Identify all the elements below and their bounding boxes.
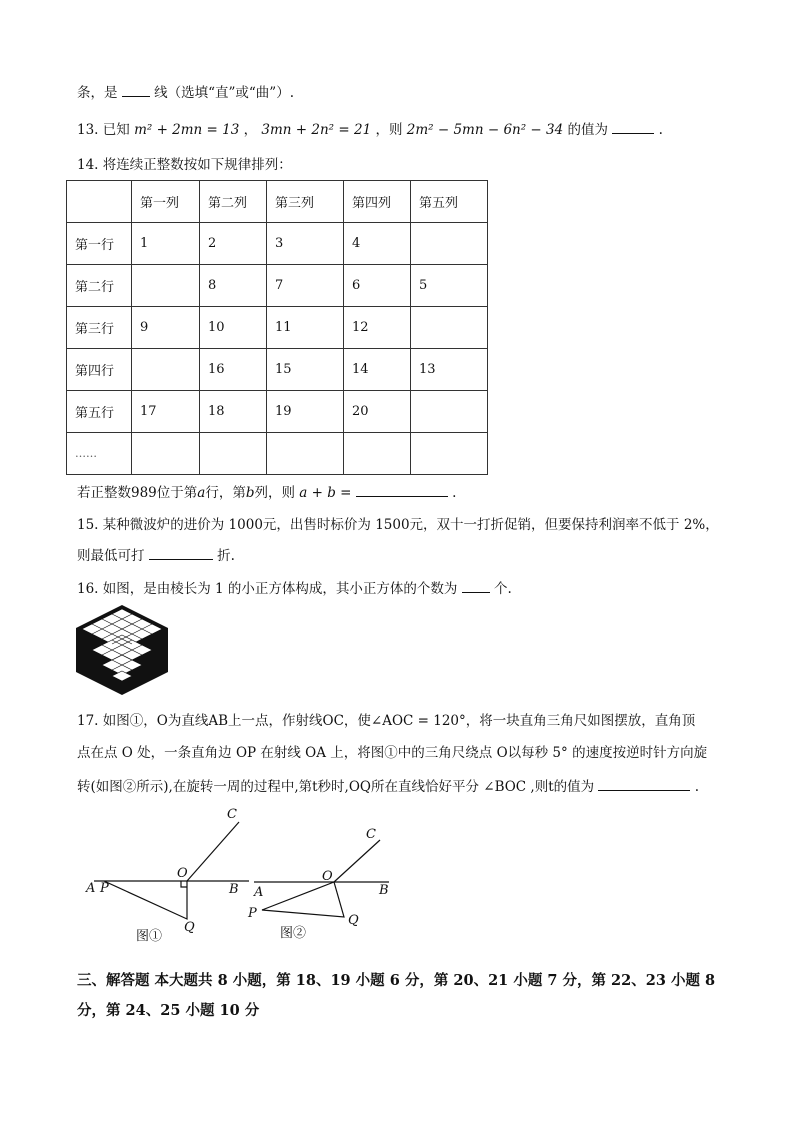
figure-2 [244,824,404,944]
row-label: …… [67,433,132,475]
q12-pre: 条，是 [77,85,118,101]
section-3-line1: 三、解答题 本大题共 8 小题，第 18、19 小题 6 分，第 20、21 小题 7 分，第 22、23 小题 8 [77,972,716,989]
table-row [67,307,488,349]
table-header-cell: 第一列 [132,181,200,223]
table-cell [411,223,488,265]
table-row [67,265,488,307]
label-q: Q [184,920,195,935]
q15-line2 [77,545,235,565]
label-q: Q [348,913,359,928]
label-a: A [254,885,264,900]
table-cell [267,433,344,475]
q13-end: . [658,122,663,138]
table-cell: 4 [344,223,411,265]
right-angle-mark [181,881,187,887]
q13-sep1: ， [243,122,258,138]
table-cell: 12 [344,307,411,349]
table-cell: 9 [132,307,200,349]
table-cell: 6 [344,265,411,307]
table-cell: 15 [267,349,344,391]
table-row [67,349,488,391]
q14-expr: a + b = [299,485,352,501]
q13-post: 的值为 [567,122,609,138]
table-cell: 5 [411,265,488,307]
q13-expr: 2m² − 5mn − 6n² − 34 [406,122,564,138]
row-label: 第五行 [67,391,132,433]
row-label: 第一行 [67,223,132,265]
table-cell [200,433,267,475]
figure-1 [84,806,264,946]
q17-line2: 点在点 O 处，一条直角边 OP 在射线 OA 上，将图①中的三角尺绕点 O以每秒 5° 的速度按逆时针方向旋 [77,745,708,761]
q12-answer-blank[interactable] [122,82,150,97]
sequence-table [66,180,488,475]
label-c: C [366,827,376,842]
q13-eq2: 3mn + 2n² = 21 [261,122,372,138]
table-cell: 2 [200,223,267,265]
q14-q-mid: 行，第 [205,485,246,501]
label-p: P [100,881,109,896]
q16 [77,578,512,598]
q15-line1: 15. 某种微波炉的进价为 1000元，出售时标价为 1500元，双十一打折促销，但要保持利润率不低于 2%， [77,517,719,533]
table-cell [132,433,200,475]
row-label: 第二行 [67,265,132,307]
table-cell: 16 [200,349,267,391]
fig1-caption: 图① [136,929,163,944]
row-label: 第四行 [67,349,132,391]
label-o: O [177,866,188,881]
q12-post: 线（选填“直”或“曲”）. [154,85,294,101]
table-cell [411,391,488,433]
q17-line3-end: . [694,779,700,795]
q14-end: . [452,485,457,501]
q14-intro: 14. 将连续正整数按如下规律排列： [77,157,292,173]
section-3-heading [77,966,727,1026]
table-cell: 10 [200,307,267,349]
q15-line2-post: 折. [217,548,235,564]
ray-oc [187,822,239,881]
table-cell [411,433,488,475]
q13-eq1: m² + 2mn = 13 [134,122,240,138]
table-row [67,391,488,433]
q15-line2-pre: 则最低可打 [77,548,145,564]
label-p: P [248,906,257,921]
q17-answer-blank[interactable] [598,776,690,791]
q14-q-pre: 若正整数989位于第 [77,485,198,501]
table-cell [132,265,200,307]
q15-answer-blank[interactable] [149,545,213,560]
table-cell [344,433,411,475]
table-cell: 20 [344,391,411,433]
label-b: B [379,883,389,898]
q14-q-mid2: 列，则 [254,485,295,501]
q16-answer-blank[interactable] [462,578,490,593]
label-o: O [322,869,333,884]
q17-line3 [77,776,699,796]
table-header-row [67,181,488,223]
ray-oc [334,840,380,882]
row-label: 第三行 [67,307,132,349]
var-b: b [245,485,255,501]
table-cell: 11 [267,307,344,349]
var-a: a [197,485,206,501]
triangle-ruler [104,881,187,919]
table-cell [132,349,200,391]
q17-line3-pre: 转(如图②所示),在旋转一周的过程中,第t秒时,OQ所在直线恰好平分 ∠BOC ,则t的值为 [77,779,595,795]
q16-pre: 16. 如图，是由棱长为 1 的小正方体构成，其小正方体的个数为 [77,581,458,597]
table-cell: 14 [344,349,411,391]
table-cell: 17 [132,391,200,433]
cube-stack-figure [76,605,168,695]
fig2-caption: 图② [280,926,307,941]
label-c: C [227,807,237,822]
q13 [77,119,663,139]
table-cell [411,307,488,349]
table-cell: 13 [411,349,488,391]
q17-line1: 17. 如图①，O为直线AB上一点，作射线OC，使∠AOC = 120°，将一块直角三角尺如图摆放，直角顶 [77,713,696,729]
table-cell: 1 [132,223,200,265]
q13-answer-blank[interactable] [612,119,654,134]
table-row [67,433,488,475]
section-3-line2: 分，第 24、25 小题 10 分 [77,1002,260,1019]
table-cell [67,181,132,223]
table-row [67,223,488,265]
label-a: A [86,881,96,896]
table-header-cell: 第四列 [344,181,411,223]
q16-post: 个. [494,581,512,597]
triangle-ruler [262,882,344,917]
table-cell: 19 [267,391,344,433]
q14-question [77,482,456,502]
table-header-cell: 第三列 [267,181,344,223]
q13-num: 13. 已知 [77,122,130,138]
label-b: B [229,882,239,897]
table-header-cell: 第五列 [411,181,488,223]
table-header-cell: 第二列 [200,181,267,223]
q14-answer-blank[interactable] [356,482,448,497]
table-cell: 8 [200,265,267,307]
table-cell: 7 [267,265,344,307]
table-cell: 18 [200,391,267,433]
q13-sep2: ，则 [375,122,403,138]
q12-tail [77,82,294,102]
table-cell: 3 [267,223,344,265]
